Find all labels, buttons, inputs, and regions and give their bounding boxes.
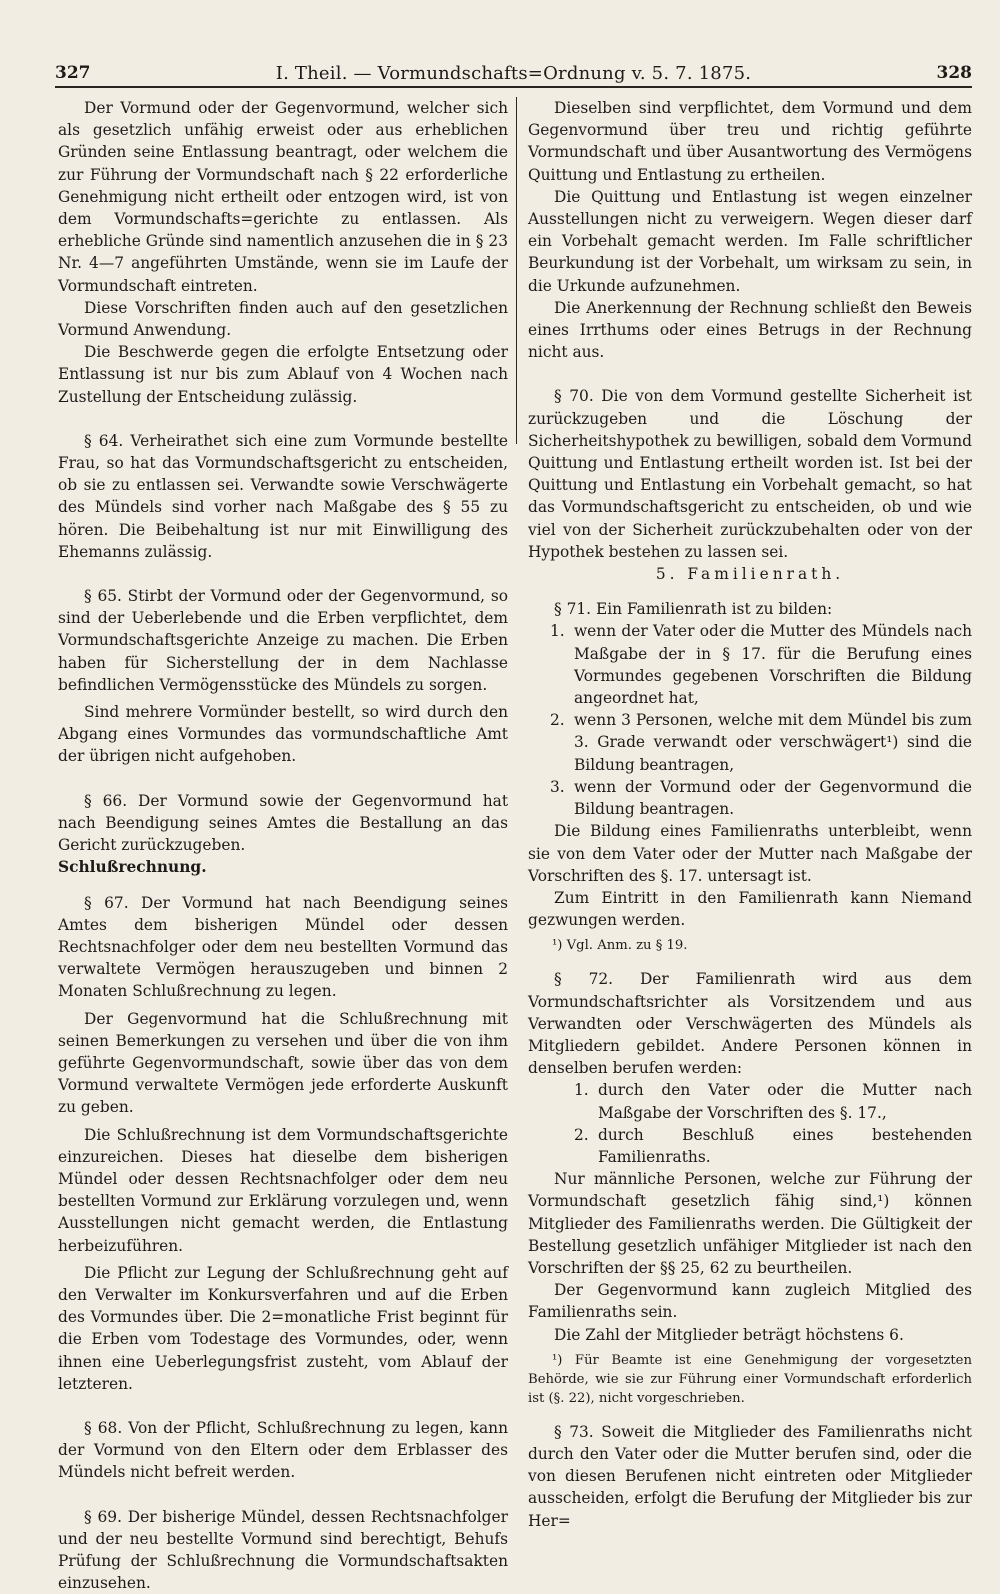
paragraph: Der Gegenvormund hat die Schlußrechnung mit seinen Bemerkungen zu versehen und über die von ihm geführte Gegenvormundschaft, sowie über das von dem Vormund verwaltete Vermögen jede erforderte Auskunft zu geben. bbox=[58, 1009, 508, 1117]
list-item: 1. durch den Vater oder die Mutter nach Maßgabe der Vorschriften des §. 17., bbox=[574, 1081, 972, 1122]
footnote bbox=[528, 936, 972, 955]
paragraph-section-64: § 64. Verheirathet sich eine zum Vormunde bestellte Frau, so hat das Vormundschaftsgericht zu entscheiden, ob sie zu entlassen sei. Verwandte sowie Verschwägerte des Mündels sind vorher nach Maßgabe des § 55 zu hören. Die Beibehaltung ist nur mit Einwilligung des Ehemanns zulässig. bbox=[58, 431, 508, 561]
paragraph: Der Vormund oder der Gegenvormund, welcher sich als gesetzlich unfähig erweist oder aus erheblichen Gründen seine Entlassung beantragt, oder welchem die zur Führung der Vormundschaft nach § 22 erforderliche Genehmigung nicht ertheilt oder entzogen wird, ist von dem Vormundschafts=gerichte zu entlassen. Als erhebliche Gründe sind namentlich anzusehen die in § 23 Nr. 4—7 angeführten Umstände, wenn sie im Laufe der Vormundschaft eintreten. bbox=[58, 99, 508, 295]
section-heading: 5. Familienrath. bbox=[655, 565, 845, 584]
paragraph: Die Schlußrechnung ist dem Vormundschaftsgerichte einzureichen. Dieses hat dieselbe dem bisherigen Mündel oder dessen Rechtsnachfolger oder dem neu bestellten Vormund zur Erklärung vorzulegen und, wenn Ausstellungen nicht gemacht werden, die Entlastung herbeizuführen. bbox=[58, 1125, 508, 1255]
paragraph-section-66: § 66. Der Vormund sowie der Gegenvormund hat nach Beendigung seines Amtes die Bestallung an das Gericht zurückzugeben. bbox=[58, 791, 508, 855]
paragraph-section-72: § 72. Der Familienrath wird aus dem Vormundschaftsrichter als Vorsitzendem und aus Verwandten oder Verschwägerten des Mündels als Mitgliedern gebildet. Andere Personen können in denselben berufen werden: bbox=[528, 970, 972, 1078]
list-item: 3. wenn der Vormund oder der Gegenvormund die Bildung beantragen. bbox=[550, 777, 972, 819]
paragraph: Die Bildung eines Familienraths unterbleibt, wenn sie von dem Vater oder der Mutter nach Maßgabe der Vorschriften des §. 17. untersagt ist. bbox=[528, 822, 972, 885]
page-number-right: 328 bbox=[936, 63, 972, 83]
list-item: 2. wenn 3 Personen, welche mit dem Mündel bis zum 3. Grade verwandt oder verschwägert¹) sind die Bildung beantragen, bbox=[550, 711, 972, 774]
footnote-text: ¹) Für Beamte ist eine Genehmigung der vorgesetzten Behörde, wie sie zur Führung einer Vormundschaft erforderlich ist (§. 22), nicht vorgeschrieben. bbox=[528, 1352, 972, 1406]
paragraph: Die Quittung und Entlastung ist wegen einzelner Ausstellungen nicht zu verweigern. Wegen dieser darf ein Vorbehalt gemacht werden. Im Falle schriftlicher Beurkundung ist der Vorbehalt, um wirksam zu sein, in die Urkunde aufzunehmen. bbox=[528, 187, 972, 295]
footnote-text: ¹) Vgl. Anm. zu § 19. bbox=[552, 938, 688, 954]
column-divider bbox=[516, 97, 517, 444]
paragraph: Die Pflicht zur Legung der Schlußrechnung geht auf den Verwalter im Konkursverfahren und auf die Erben des Vormundes über. Die 2=monatliche Frist beginnt für die Erben vom Todestage des Vormundes, oder, wenn ihnen eine Ueberlegungsfrist zusteht, vom Ablauf der letzteren. bbox=[58, 1263, 508, 1393]
paragraph-section-69: § 69. Der bisherige Mündel, dessen Rechtsnachfolger und der neu bestellte Vormund sind berechtigt, Behufs Prüfung der Schlußrechnung die Vormundschaftsakten einzusehen. bbox=[58, 1507, 508, 1593]
paragraph: Sind mehrere Vormünder bestellt, so wird durch den Abgang eines Vormundes das vormundschaftliche Amt der übrigen nicht aufgehoben. bbox=[58, 703, 508, 766]
paragraph-section-65: § 65. Stirbt der Vormund oder der Gegenvormund, so sind der Ueberlebende und die Erben verpflichtet, dem Vormundschaftsgerichte Anzeige zu machen. Die Erben haben für Sicherstellung der in dem Nachlasse befindlichen Vermögensstücke des Mündels zu sorgen. bbox=[58, 587, 508, 694]
paragraph: Nur männliche Personen, welche zur Führung der Vormundschaft gesetzlich fähig sind,¹) können Mitglieder des Familienraths werden. Die Gültigkeit der Bestellung gesetzlich unfähiger Mitglieder ist nach den Vorschriften der §§ 25, 62 zu beurtheilen. bbox=[528, 1170, 972, 1277]
paragraph: Die Beschwerde gegen die erfolgte Entsetzung oder Entlassung ist nur bis zum Ablauf von 4 Wochen nach Zustellung der Entscheidung zulässig. bbox=[58, 343, 508, 406]
section-heading: Schlußrechnung. bbox=[58, 858, 207, 877]
running-title: I. Theil. — Vormundschafts=Ordnung v. 5. 7. 1875. bbox=[275, 62, 752, 84]
paragraph: Die Anerkennung der Rechnung schließt den Beweis eines Irrthums oder eines Betrugs in der Rechnung nicht aus. bbox=[528, 298, 972, 362]
right-column bbox=[528, 97, 972, 1530]
header-rule bbox=[55, 86, 972, 88]
paragraph-section-70: § 70. Die von dem Vormund gestellte Sicherheit ist zurückzugeben und die Löschung der Sicherheitshypothek zu bewilligen, sobald dem Vormund Quittung und Entlastung ertheilt worden ist. Ist bei der Quittung und Entlastung ein Vorbehalt gemacht, so hat das Vormundschaftsgericht zu entscheiden, ob und wie viel von der Sicherheit zurückzubehalten oder von der Hypothek bestehen zu lassen sei. bbox=[528, 387, 972, 561]
paragraph-section-71: § 71. Ein Familienrath ist zu bilden: bbox=[554, 600, 833, 619]
list-section-72 bbox=[528, 1079, 972, 1168]
list-item: 2. durch Beschluß eines bestehenden Familienraths. bbox=[574, 1125, 972, 1166]
paragraph-section-73: § 73. Soweit die Mitglieder des Familienraths nicht durch den Vater oder die Mutter berufen sind, oder die von diesen Berufenen nicht eintreten oder Mitglieder ausscheiden, erfolgt die Berufung der Mitglieder bis zur Her= bbox=[528, 1422, 972, 1530]
list-section-71 bbox=[528, 620, 972, 820]
paragraph-section-68: § 68. Von der Pflicht, Schlußrechnung zu legen, kann der Vormund von den Eltern oder dem Erblasser des Mündels nicht befreit werden. bbox=[58, 1418, 508, 1482]
left-column bbox=[58, 97, 508, 1593]
paragraph: Der Gegenvormund kann zugleich Mitglied des Familienraths sein. bbox=[528, 1281, 972, 1322]
paragraph: Die Zahl der Mitglieder beträgt höchstens 6. bbox=[554, 1325, 904, 1344]
paragraph: Dieselben sind verpflichtet, dem Vormund und dem Gegenvormund über treu und richtig geführte Vormundschaft und über Ausantwortung des Vermögens Quittung und Entlastung zu ertheilen. bbox=[528, 99, 972, 184]
paragraph-section-67: § 67. Der Vormund hat nach Beendigung seines Amtes dem bisherigen Mündel oder dessen Rechtsnachfolger oder dem neu bestellten Vormund das verwaltete Vermögen herauszugeben und binnen 2 Monaten Schlußrechnung zu legen. bbox=[58, 893, 508, 1001]
paragraph: Diese Vorschriften finden auch auf den gesetzlichen Vormund Anwendung. bbox=[58, 298, 508, 340]
paragraph: Zum Eintritt in den Familienrath kann Niemand gezwungen werden. bbox=[528, 888, 972, 930]
list-item: 1. wenn der Vater oder die Mutter des Mündels nach Maßgabe der in § 17. für die Berufung eines Vormundes gegebenen Vorschriften die Bildung angeordnet hat, bbox=[550, 622, 972, 708]
footnote bbox=[528, 1351, 972, 1408]
page-number-left: 327 bbox=[55, 63, 91, 83]
page-header bbox=[55, 58, 972, 88]
